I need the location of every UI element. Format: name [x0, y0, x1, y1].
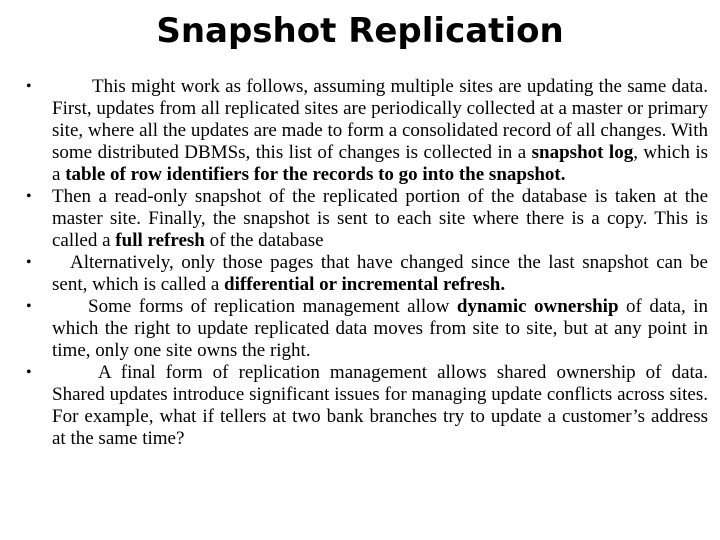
- bullet-4-text: Some forms of replication management allow: [88, 296, 457, 317]
- bullet-2-text-2: of the database: [204, 230, 324, 251]
- bullet-item-1: [26, 76, 708, 186]
- bullet-1-text-2: , which is a: [52, 142, 708, 185]
- bullet-marker: •: [26, 78, 32, 95]
- bullet-3-text: Alternatively, only those pages that have changed since the last snapshot can be sent, which is called a: [52, 252, 708, 295]
- bullet-2-bold-full-refresh: full refresh: [115, 230, 205, 251]
- bullet-4-bold-dynamic-ownership: dynamic ownership: [456, 296, 619, 317]
- bullet-1-bold-snapshot-log: snapshot log: [531, 142, 634, 163]
- bullet-marker: •: [26, 364, 32, 381]
- bullet-5-text: A final form of replication management allows shared ownership of data. Shared updates introduce significant issues for managing update conflicts across sites. For example, what if tellers at two bank branches try to update a customer’s address at the same time?: [52, 362, 708, 449]
- bullet-marker: •: [26, 298, 32, 315]
- bullet-item-3: [26, 252, 708, 296]
- bullet-item-4: [26, 296, 708, 362]
- bullet-1-bold-table: table of row identifiers for the records to go into the snapshot.: [65, 164, 566, 185]
- bullet-1-text: This might work as follows, assuming multiple sites are updating the same data. First, updates from all replicated sites are periodically collected at a master or primary site, where all the updates are made to form a consolidated record of all changes. With some distributed DBMSs, this list of changes is collected in a: [52, 76, 708, 163]
- bullet-3-bold-differential: differential or incremental refresh.: [224, 274, 506, 295]
- slide-title: Snapshot Replication: [156, 11, 564, 51]
- bullet-2-text: Then a read-only snapshot of the replicated portion of the database is taken at the master site. Finally, the snapshot is sent to each site where there is a copy. This is called a: [52, 186, 708, 251]
- bullet-marker: •: [26, 188, 32, 205]
- bullet-item-2: [26, 186, 708, 252]
- bullet-list: [26, 76, 708, 450]
- bullet-4-text-2: of data, in which the right to update replicated data moves from site to site, but at any point in time, only one site owns the right.: [52, 296, 708, 361]
- bullet-item-5: [26, 362, 708, 450]
- bullet-marker: •: [26, 254, 32, 271]
